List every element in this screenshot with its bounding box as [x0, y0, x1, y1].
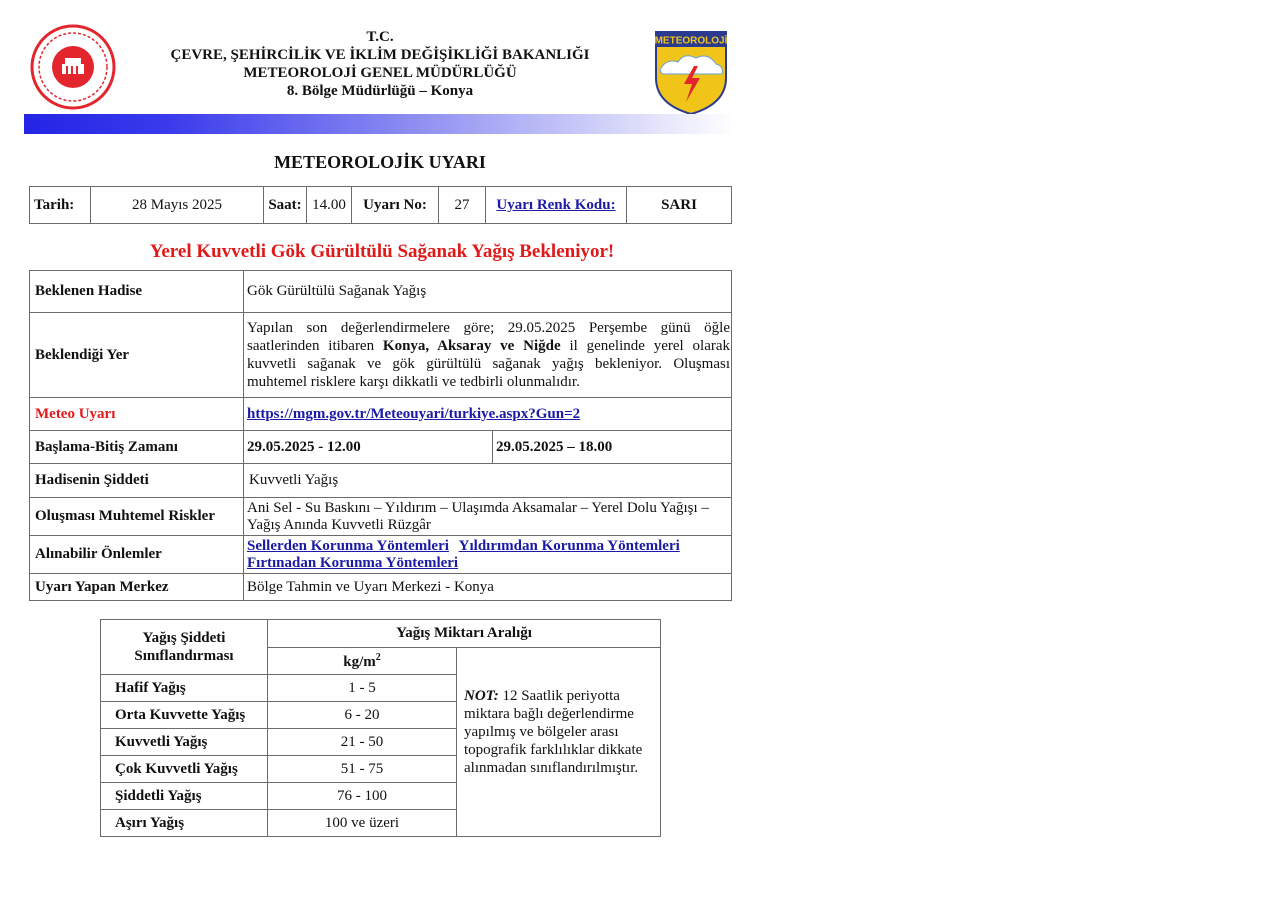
color-code-value: SARI	[627, 187, 732, 224]
category-cell: Çok Kuvvetli Yağış	[101, 756, 268, 783]
warning-number-value: 27	[439, 187, 486, 224]
note-text: 12 Saatlik periyotta miktara bağlı değerlendirme yapılmış ve bölgeler arası topografik farklılıklar dikkate alınmadan sınıflandırılmıştır.	[464, 688, 643, 776]
range-cell: 21 - 50	[268, 729, 457, 756]
meteo-warning-cell	[244, 398, 732, 431]
time-label: Saat:	[264, 187, 307, 224]
warning-details-table	[29, 270, 732, 601]
event-value: Gök Gürültülü Sağanak Yağış	[244, 271, 732, 313]
meteoroloji-emblem-logo	[654, 30, 728, 116]
range-cell: 6 - 20	[268, 702, 457, 729]
classification-header	[101, 620, 268, 675]
table-row	[30, 574, 732, 601]
unit-base: kg/m	[343, 653, 376, 670]
severity-value: Kuvvetli Yağış	[244, 464, 732, 498]
header-line-directorate: METEOROLOJİ GENEL MÜDÜRLÜĞÜ	[243, 65, 517, 81]
header-line-ministry: ÇEVRE, ŞEHİRCİLİK VE İKLİM DEĞİŞİKLİĞİ BAKANLIĞI	[170, 47, 590, 63]
range-cell: 1 - 5	[268, 675, 457, 702]
risks-label: Oluşması Muhtemel Riskler	[30, 498, 244, 536]
storm-protection-link[interactable]: Fırtınadan Korunma Yöntemleri	[247, 554, 459, 571]
classification-header-line-1: Yağış Şiddeti	[142, 630, 226, 646]
document-title: METEOROLOJİK UYARI	[274, 152, 486, 172]
table-row	[30, 536, 732, 574]
risks-value: Ani Sel - Su Baskını – Yıldırım – Ulaşımda Aksamalar – Yerel Dolu Yağışı – Yağış Anında Kuvvetli Rüzgâr	[244, 498, 732, 536]
issuing-center-label: Uyarı Yapan Merkez	[30, 574, 244, 601]
event-label: Beklenen Hadise	[30, 271, 244, 313]
meteo-warning-link[interactable]: https://mgm.gov.tr/Meteouyari/turkiye.aspx?Gun=2	[247, 405, 581, 422]
time-value: 14.00	[307, 187, 352, 224]
table-row	[30, 464, 732, 498]
warning-headline: Yerel Kuvvetli Gök Gürültülü Sağanak Yağış Bekleniyor!	[149, 241, 615, 262]
header-line-tc: T.C.	[366, 29, 394, 45]
classification-note	[457, 648, 661, 837]
time-range-label: Başlama-Bitiş Zamanı	[30, 431, 244, 464]
table-row	[30, 398, 732, 431]
range-cell: 100 ve üzeri	[268, 810, 457, 837]
precipitation-classification-table	[100, 619, 661, 837]
category-cell: Hafif Yağış	[101, 675, 268, 702]
lightning-protection-link[interactable]: Yıldırımdan Korunma Yöntemleri	[458, 537, 680, 554]
range-cell: 51 - 75	[268, 756, 457, 783]
color-code-link[interactable]: Uyarı Renk Kodu:	[496, 196, 616, 213]
ministry-seal-logo	[30, 24, 116, 110]
category-cell: Kuvvetli Yağış	[101, 729, 268, 756]
unit-header	[268, 648, 457, 675]
header-line-region: 8. Bölge Müdürlüğü – Konya	[286, 83, 474, 99]
location-text-part-1: Yapılan son değerlendirmelere göre; 29.05.2025 Perşembe günü öğle saatlerinden itibaren	[247, 320, 730, 354]
note-label: NOT:	[464, 688, 499, 704]
range-cell: 76 - 100	[268, 783, 457, 810]
category-cell: Orta Kuvvette Yağış	[101, 702, 268, 729]
issuing-center-value: Bölge Tahmin ve Uyarı Merkezi - Konya	[244, 574, 732, 601]
emblem-text: METEOROLOJİ	[654, 35, 728, 47]
severity-label: Hadisenin Şiddeti	[30, 464, 244, 498]
table-row	[30, 313, 732, 398]
start-time-value: 29.05.2025 - 12.00	[244, 431, 493, 464]
warning-number-label: Uyarı No:	[352, 187, 439, 224]
date-value: 28 Mayıs 2025	[91, 187, 264, 224]
amount-range-header: Yağış Miktarı Aralığı	[268, 620, 661, 648]
location-value	[244, 313, 732, 398]
institution-header	[130, 28, 630, 100]
location-label: Beklendiği Yer	[30, 313, 244, 398]
precautions-label: Alınabilir Önlemler	[30, 536, 244, 574]
precautions-links	[244, 536, 732, 574]
location-text-part-2: il genelinde yerel olarak kuvvetli sağanak ve gök gürültülü sağanak yağış bekleniyor. Oluşması muhtemel risklere karşı dikkatli ve tedbirli olunmalıdır.	[247, 338, 731, 390]
category-cell: Aşırı Yağış	[101, 810, 268, 837]
classification-header-line-2: Sınıflandırması	[134, 648, 234, 664]
header-gradient-bar	[24, 114, 734, 134]
date-label: Tarih:	[30, 187, 91, 224]
table-row	[30, 271, 732, 313]
flood-protection-link[interactable]: Sellerden Korunma Yöntemleri	[247, 537, 449, 554]
table-row	[30, 431, 732, 464]
location-provinces: Konya, Aksaray ve Niğde	[382, 338, 561, 354]
end-time-value: 29.05.2025 – 18.00	[493, 431, 732, 464]
unit-superscript: 2	[375, 651, 381, 663]
color-code-cell	[486, 187, 627, 224]
warning-info-table	[29, 186, 732, 224]
table-row	[30, 498, 732, 536]
category-cell: Şiddetli Yağış	[101, 783, 268, 810]
meteo-warning-label: Meteo Uyarı	[30, 398, 244, 431]
